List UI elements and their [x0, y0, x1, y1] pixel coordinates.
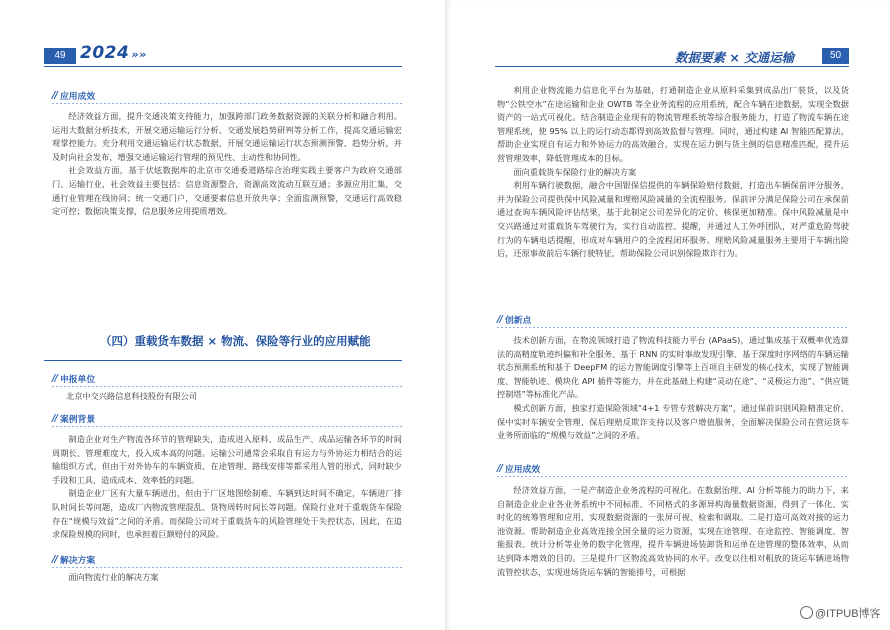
section-heading-background [52, 412, 95, 425]
case-title-rule [44, 360, 402, 361]
slash-marker-icon: // [52, 554, 57, 565]
paragraph: 经济效益方面，一是产制造企业务流程的可视化。在数据治理、AI 分析等能力的助力下，来自制造企业企业各业务系统中不同标准、不同格式的多源异构海量数据资源，得到了一体化、实时化的统筹管理和应用，实现数据资源的一张屏可视、检索和调取。二是打造可高效对接的运力池资源。帮助制造企业高效连接全国全量的运力资源，实现在途管理、在途监控、智能调度、智能报表、统计分析等业务的数字化管理，提升车辆进场装卸货和运单在途管理的整体效率，从而达到降本增效的目的。三是提升厂区物流高效协同的水平。改变以往相对粗放的货运车辆进场物流管控状态，实现进场货运车辆的智能排号，可根据 [497, 485, 849, 577]
paragraph: 技术创新方面，在物流领域打造了物流科技能力平台 (APaaS)，通过集成基于双概率优选算法的高精度轨迹纠偏和补全服务、基于 RNN 的实时事故发现引擎、基于深度时序网络的车辆运输状态预测系统和基于 DeepFM 的运力智能调度引擎等上百项自主研发的核心技术，实现了智能调度、智能轨迹、模块化 API 插件等能力，并在此基础上构建“灵动在途”、“灵极运力池”、“供应链控制塔”等标准化产品。 [497, 335, 849, 400]
paragraph: 北京中交兴路信息科技股份有限公司 [66, 391, 198, 401]
paragraph: 利用车辆行驶数据，融合中国银保信提供的车辆保险赔付数据，打造出车辆保前评分服务，并为保险公司提供保中风险减量和理赔风险减量的全流程服务。保前评分满足保险公司在承保前通过查询车辆风险评估结果，基于此制定公司差异化的定价、核保更加精准。保中风险减量是中交兴路通过对重载货车驾驶行为，实行自动监控、提醒，并通过人工外呼团队，对严重危险驾驶行为的车辆电话提醒，形成对车辆用户的全流程闭环服务。理赔风险减量服务主要用于车辆出险后，还原事故前后车辆行驶特征，帮助保险公司识别保险欺诈行为。 [497, 180, 849, 259]
watermark [800, 605, 881, 621]
header-rule-right [495, 66, 849, 67]
section-divider [52, 426, 402, 427]
section-label: 申报单位 [59, 375, 96, 385]
watermark-text: @ITPUB博客 [815, 608, 881, 620]
section-heading-effect-right [497, 462, 540, 475]
blog-logo-icon [800, 606, 813, 619]
right-page [445, 0, 890, 630]
section-heading-applicant [52, 372, 95, 385]
paragraph: 制造企业对生产物流各环节的管理缺失，造成进入原料、成品生产、成品运输各环节的时间周期长、管理难度大，投入成本高的问题。运输公司通常会采取自有运力与外协运力相结合的运输组织方式，但由于对外协车的车辆资质、在途管理、路线安排等都采用人管的形式，同时缺少手段和工具，造成成本、效率低的问题。 [52, 434, 402, 485]
top-text-right [497, 84, 849, 261]
section-label: 应用成效 [59, 92, 96, 102]
background-text [52, 433, 402, 542]
paragraph: 经济效益方面，提升交通决策支持能力，加强跨部门政务数据资源的关联分析和融合利用。运用大数据分析技术，开展交通运输运行分析、交通发展趋势研判等分析工作，提高交通运输宏观掌控能力。充分利用交通运输运行状态数据，开展交通运输运行状态预测预警、趋势分析，并及时向社会发布，增强交通运输运行管理的预见性、主动性和协同性。 [52, 111, 402, 162]
section-label: 解决方案 [59, 556, 96, 566]
chevrons-icon: »» [131, 48, 147, 61]
innovation-text [497, 334, 849, 443]
section-divider [497, 476, 849, 477]
paragraph: 面向物流行业的解决方案 [68, 572, 159, 582]
slash-marker-icon: // [52, 373, 57, 384]
section-label: 案例背景 [59, 415, 96, 425]
paragraph: 社会效益方面，基于伏炫数据库的北京市交通委道路综合治理实践主要客户为政府交通部门、运输行业，社会效益主要包括：信息资源整合，资源高效流动互联互通；多源应用汇集，交通行业管理在线协同；统一交通门户，交通要素信息开放共享；全面监测预警，交通运行高效稳定可控；数据决策支撑，信息服务应用提质增效。 [52, 165, 402, 217]
section-divider [52, 386, 402, 387]
section-label: 应用成效 [504, 465, 541, 475]
case-title: （四）重载货车数据 × 物流、保险等行业的应用赋能 [100, 334, 371, 348]
applicant-name [66, 390, 402, 404]
slash-marker-icon: // [497, 463, 502, 474]
page-number-right: 50 [822, 48, 849, 64]
running-title: 数据要素 × 交通运输 [675, 50, 795, 65]
section-heading-innovation [497, 313, 531, 326]
section-heading-effect-left [52, 89, 95, 102]
section-heading-solution [52, 553, 95, 566]
slash-marker-icon: // [497, 314, 502, 325]
slash-marker-icon: // [52, 90, 57, 101]
year-logo [80, 43, 147, 63]
subheading: 面向重载货车保险行业的解决方案 [513, 166, 637, 177]
section-divider [52, 103, 402, 104]
year-logo-text: 2024 [80, 43, 130, 63]
slash-marker-icon: // [52, 413, 57, 424]
header-rule-left [44, 66, 402, 67]
effect-text-right [497, 484, 849, 579]
paragraph: 制造企业厂区有大量车辆进出，但由于厂区地图绘制难、车辆到达时间不确定，车辆进厂排队时间长等问题，造成厂内物流管理混乱、货物周转时间长等问题。保险行业对于重载货车保险存在“规模与效益”之间的矛盾。而保险公司对于重载货车的风险管理处于失控状态，因此，在追求保险规模的同时，也承担着巨额赔付的风险。 [52, 488, 402, 540]
section-label: 创新点 [504, 316, 532, 326]
solution-text [52, 571, 402, 585]
section-divider [52, 567, 402, 568]
section-divider [497, 327, 849, 328]
effect-text-left [52, 110, 402, 219]
paragraph: 利用企业物流能力信息化平台为基础，打通制造企业从原料采集到成品出厂装货，以及货物“公铁空水”在途运输和企业 OWTB 等全业务流程的应用系统，配合车辆在途数据，实现全数据资产的一站式可视化。结合制造企业现有的物流管理系统等综合服务能力，打造了物流车辆在途管理系统，使 95% 以上的运行动态都得到高效监督与管理。同时，通过构建 AI 智能匹配算法，帮助企业实现自有运力和外协运力的高效融合，实现在运力倒与货主倒的信息精准匹配，提升运营管理效率，降低管理成本的目标。 [497, 85, 849, 163]
paragraph: 模式创新方面，独家打造保险领域“4+1 专管专营解决方案”，通过保前识别风险精准定价、保中实时车辆安全管理、保后理赔反欺诈支持以及客户增值服务，全面解决保险公司在营运货车业务所面临的“规模与效益”之间的矛盾。 [497, 402, 849, 441]
page-number-left: 49 [44, 48, 76, 64]
